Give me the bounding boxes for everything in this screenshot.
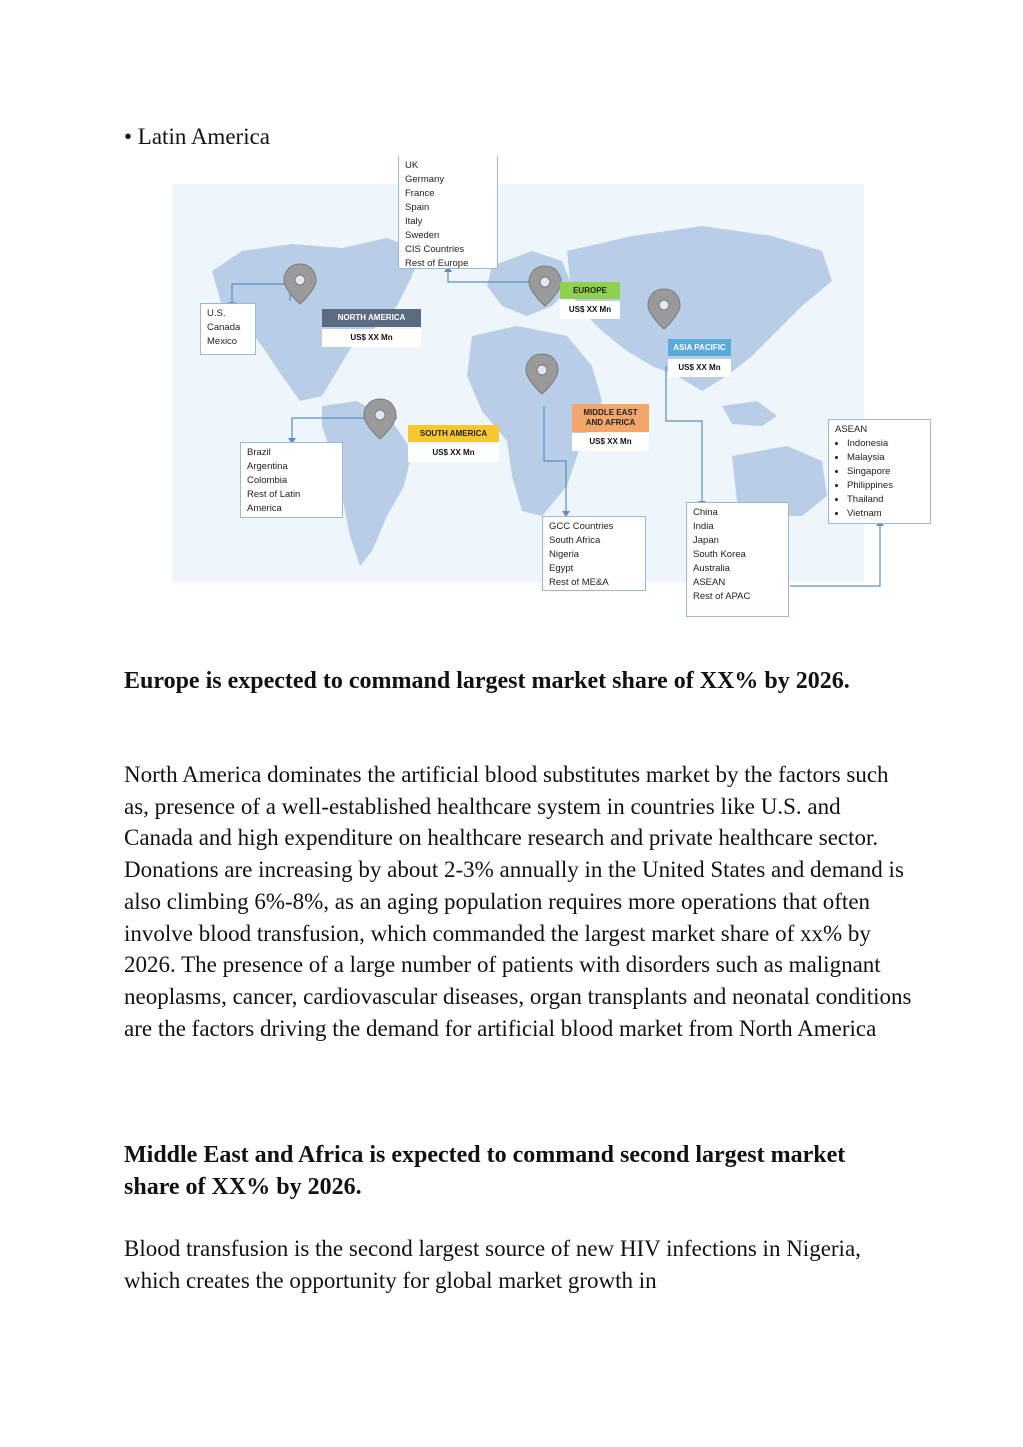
europe-country-list xyxy=(398,156,498,269)
europe-list-item: CIS Countries xyxy=(405,244,465,255)
mea-list-item: GCC Countries xyxy=(549,521,614,532)
tag-mea: MIDDLE EAST AND AFRICA xyxy=(572,404,649,432)
south-america-list-item: Brazil xyxy=(247,447,271,458)
south-america-list-item: Argentina xyxy=(247,461,288,472)
europe-list-item: Italy xyxy=(405,216,423,227)
south-america-list-item: America xyxy=(247,503,282,514)
apac-list-item: South Korea xyxy=(693,549,746,560)
value-asia-pacific: US$ XX Mn xyxy=(668,359,731,377)
apac-country-list xyxy=(686,502,789,617)
apac-list-item: India xyxy=(693,521,714,532)
tag-europe: EUROPE xyxy=(560,282,620,299)
apac-country-items xyxy=(693,506,782,604)
europe-country-items xyxy=(405,159,491,271)
asean-list-item: • Indonesia xyxy=(847,437,924,451)
heading-europe-share: Europe is expected to command largest market share of XX% by 2026. xyxy=(124,668,850,694)
tag-north-america: NORTH AMERICA xyxy=(322,309,421,327)
connector-asean xyxy=(790,526,880,586)
north-america-country-list xyxy=(200,303,256,355)
mea-list-item: Nigeria xyxy=(549,549,580,560)
south-america-country-list xyxy=(240,442,343,518)
mea-list-item: Egypt xyxy=(549,563,574,574)
tag-south-america: SOUTH AMERICA xyxy=(408,425,499,442)
europe-list-item: Rest of Europe xyxy=(405,258,469,269)
asean-title: ASEAN xyxy=(835,424,868,435)
heading-mea-share: Middle East and Africa is expected to command second largest market share of XX% by 2026. xyxy=(124,1142,846,1200)
apac-list-item: ASEAN xyxy=(693,577,726,588)
north-america-list-item: Canada xyxy=(207,322,241,333)
north-america-country-items xyxy=(207,307,249,349)
value-south-america: US$ XX Mn xyxy=(408,444,499,462)
europe-list-item: France xyxy=(405,188,435,199)
north-america-list-item: U.S. xyxy=(207,308,226,319)
value-mea: US$ XX Mn xyxy=(572,433,649,451)
paragraph-nigeria: Blood transfusion is the second largest source of new HIV infections in Nigeria, which creates the opportunity for global market growth in xyxy=(124,1236,861,1293)
tag-asia-pacific: ASIA PACIFIC xyxy=(668,339,731,356)
apac-list-item: Rest of APAC xyxy=(693,591,751,602)
value-north-america: US$ XX Mn xyxy=(322,329,421,347)
europe-list-item: UK xyxy=(405,160,419,171)
mea-list-item: Rest of ME&A xyxy=(549,577,609,588)
europe-list-item: Sweden xyxy=(405,230,440,241)
asean-list-item: • Singapore xyxy=(847,465,924,479)
asean-list-item: • Malaysia xyxy=(847,451,924,465)
mea-list-item: South Africa xyxy=(549,535,601,546)
regional-map-figure xyxy=(172,156,932,621)
asean-country-list xyxy=(828,419,931,524)
south-america-list-item: Colombia xyxy=(247,475,288,486)
europe-list-item: Spain xyxy=(405,202,430,213)
value-europe: US$ XX Mn xyxy=(560,301,620,319)
asean-list-item: • Thailand xyxy=(847,493,924,507)
asean-list-item: • Vietnam xyxy=(847,507,924,521)
mea-country-list xyxy=(542,516,646,591)
south-america-list-item: Rest of Latin xyxy=(247,489,301,500)
apac-list-item: Japan xyxy=(693,535,719,546)
apac-list-item: Australia xyxy=(693,563,730,574)
north-america-list-item: Mexico xyxy=(207,336,238,347)
asean-list-item: • Philippines xyxy=(847,479,924,493)
europe-list-item: Germany xyxy=(405,174,445,185)
apac-list-item: China xyxy=(693,507,718,518)
mea-country-items xyxy=(549,520,639,590)
south-america-country-items xyxy=(247,446,336,516)
paragraph-north-america: North America dominates the artificial blood substitutes market by the factors such as, presence of a well-established healthcare system in countries like U.S. and Canada and high expenditure on healthcare research and private healthcare sector. Donations are increasing by about 2-3% annually in the United States and demand is also climbing 6%-8%, as an aging population requires more operations that often involve blood transfusion, which commanded the largest market share of xx% by 2026. The presence of a large number of patients with disorders such as malignant neoplasms, cancer, cardiovascular diseases, organ transplants and neonatal conditions are the factors driving the demand for artificial blood market from North America xyxy=(124,762,912,1041)
bullet-latin-america: • Latin America xyxy=(124,124,270,149)
se-asia-islands-land xyxy=(722,401,777,426)
asean-country-items xyxy=(835,437,924,521)
